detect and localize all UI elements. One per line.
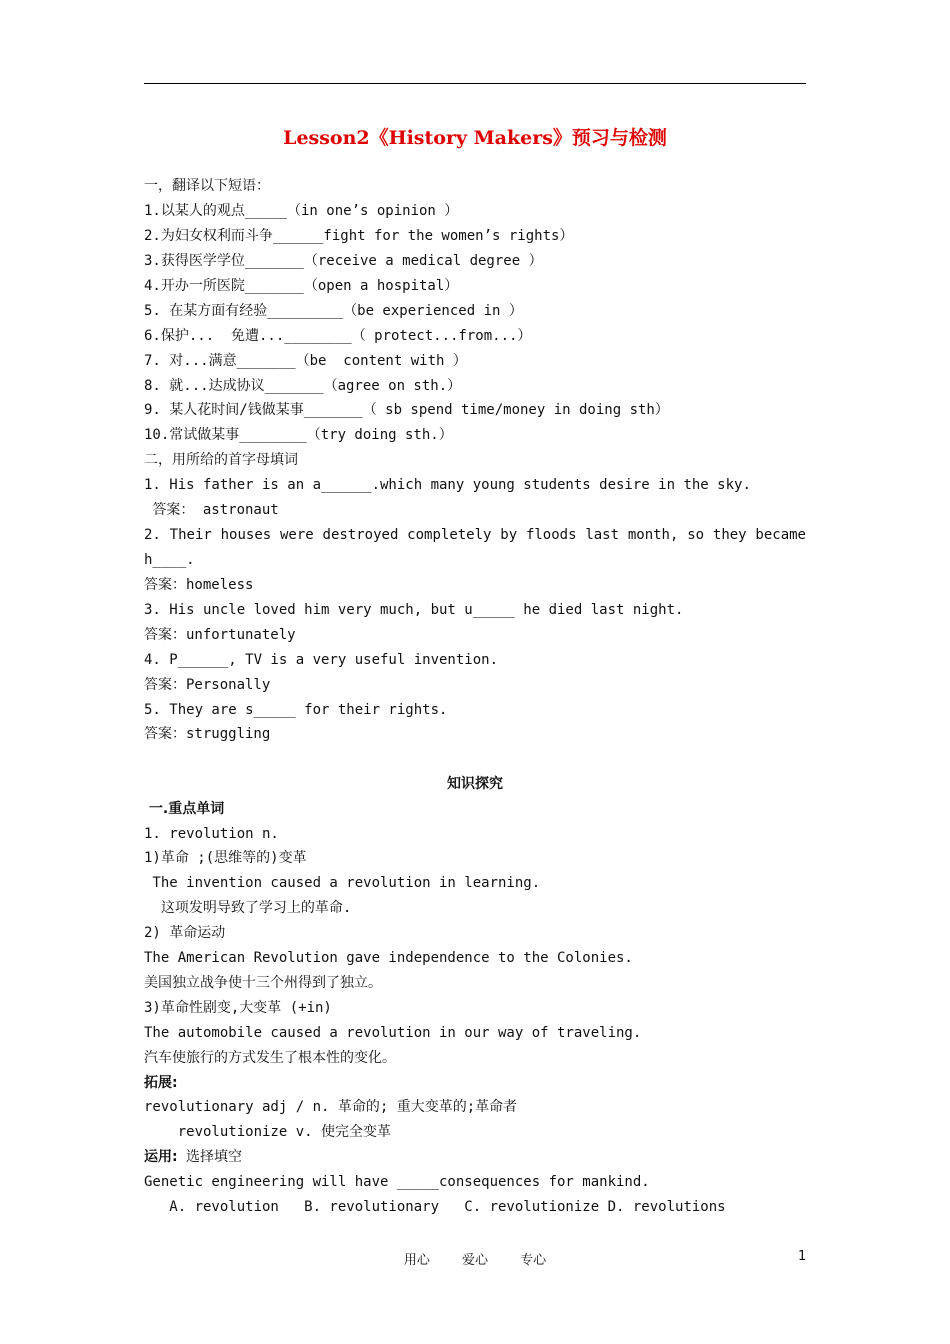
usage-label: 运用:: [144, 1149, 178, 1165]
meaning-3: 3)革命性剧变,大变革 (+in): [144, 1000, 332, 1016]
phrase-item: 9. 某人花时间/钱做某事_______（ sb spend time/money in doing sth）: [144, 402, 669, 418]
meaning-2: 2) 革命运动: [144, 925, 226, 941]
section2-heading: 二，用所给的首字母填词: [144, 452, 298, 468]
footer-item: 用心: [403, 1253, 430, 1268]
question-2-continued: h____.: [144, 552, 195, 568]
header-rule: [144, 83, 806, 84]
question-4: 4. P______, TV is a very useful invention.: [144, 652, 499, 668]
answer-1: 答案： astronaut: [144, 502, 279, 518]
usage-instruction: 选择填空: [177, 1149, 243, 1165]
answer-5: 答案：struggling: [144, 726, 271, 742]
meaning-1: 1)革命 ;(思维等的)变革: [144, 850, 307, 866]
phrase-item: 4.开办一所医院_______（open a hospital）: [144, 278, 459, 294]
word-entry: 1. revolution n.: [144, 826, 279, 842]
phrase-item: 10.常试做某事________（try doing sth.）: [144, 427, 453, 443]
example-3-en: The automobile caused a revolution in our way of traveling.: [144, 1025, 642, 1041]
phrase-item: 2.为妇女权利而斗争______fight for the women’s rights）: [144, 228, 574, 244]
phrase-item: 1.以某人的观点_____（in one’s opinion ）: [144, 203, 459, 219]
phrase-item: 5. 在某方面有经验_________（be experienced in ）: [144, 303, 523, 319]
knowledge-heading: 知识探究: [447, 776, 503, 792]
question-2: 2. Their houses were destroyed completely by floods last month, so they became: [144, 527, 806, 543]
section1-heading: 一，翻译以下短语：: [144, 178, 270, 194]
phrase-item: 7. 对...满意_______（be content with ）: [144, 353, 467, 369]
usage-line: [144, 1147, 242, 1167]
extension-2: revolutionize v. 使完全变革: [144, 1124, 392, 1140]
phrase-item: 8. 就...达成协议_______（agree on sth.）: [144, 378, 462, 394]
footer-item: 专心: [520, 1253, 547, 1268]
page-number: 1: [798, 1249, 807, 1264]
example-2-en: The American Revolution gave independence to the Colonies.: [144, 950, 633, 966]
page-title: Lesson2《History Makers》预习与检测: [283, 127, 667, 149]
key-words-heading: 一.重点单词: [144, 801, 225, 817]
footer-item: 爱心: [461, 1253, 488, 1268]
usage-question: Genetic engineering will have _____consequences for mankind.: [144, 1174, 650, 1190]
phrase-item: 6.保护... 免遭...________（ protect...from...）: [144, 328, 532, 344]
extension-label: 拓展:: [144, 1075, 178, 1091]
answer-3: 答案：unfortunately: [144, 627, 296, 643]
answer-2: 答案：homeless: [144, 577, 254, 593]
question-5: 5. They are s_____ for their rights.: [144, 702, 448, 718]
question-1: 1. His father is an a______.which many young students desire in the sky.: [144, 477, 751, 493]
answer-4: 答案：Personally: [144, 677, 271, 693]
usage-options: A. revolution B. revolutionary C. revolutionize D. revolutions: [144, 1199, 726, 1215]
example-3-zh: 汽车使旅行的方式发生了根本性的变化。: [144, 1050, 396, 1066]
phrase-item: 3.获得医学学位_______（receive a medical degree ）: [144, 253, 543, 269]
page-footer: [0, 1249, 950, 1268]
example-1-zh: 这项发明导致了学习上的革命.: [144, 900, 352, 916]
question-3: 3. His uncle loved him very much, but u_____ he died last night.: [144, 602, 684, 618]
example-1-en: The invention caused a revolution in learning.: [144, 875, 541, 891]
example-2-zh: 美国独立战争使十三个州得到了独立。: [144, 975, 382, 991]
extension-1: revolutionary adj / n. 革命的; 重大变革的;革命者: [144, 1099, 518, 1115]
